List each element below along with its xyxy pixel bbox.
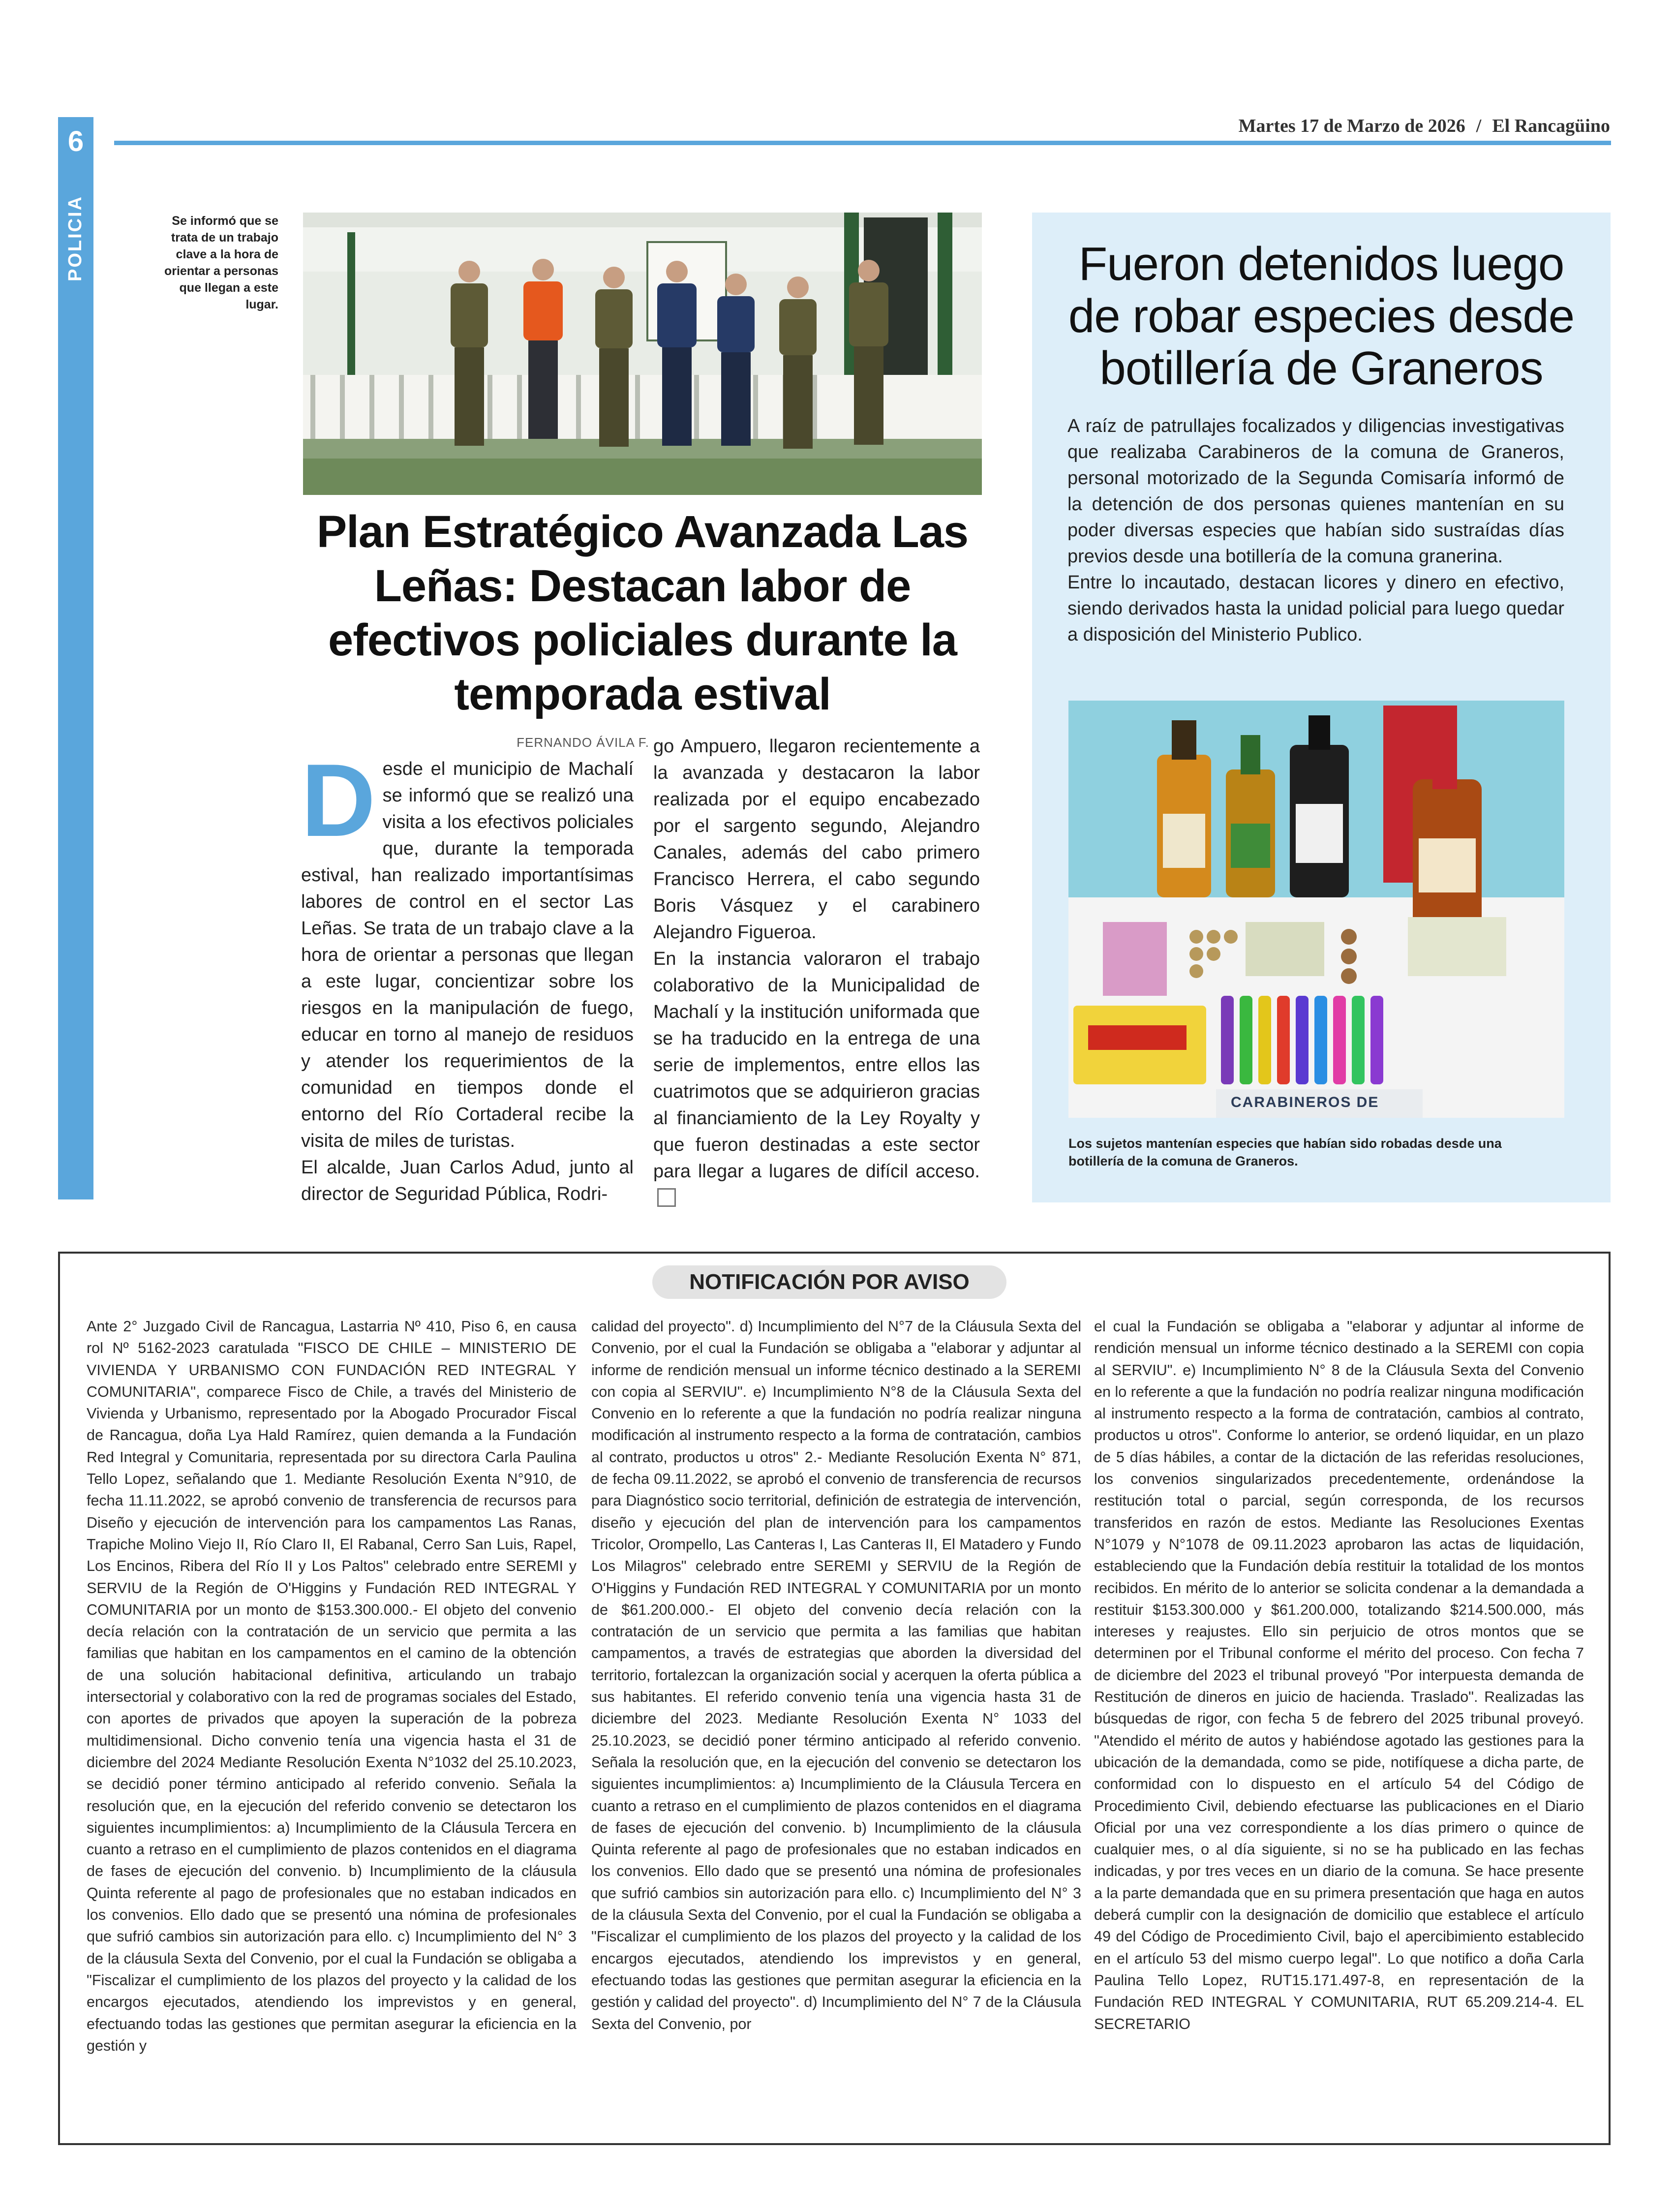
evidence-photo [1068,701,1564,1118]
publication-name: El Rancagüino [1492,116,1610,136]
legal-notice-column-2: calidad del proyecto". d) Incumplimiento del N°7 de la Cláusula Sexta del Convenio, por el cual la Fundación se obligaba a "elaborar y adjuntar al informe de rendición mensual un informe técnico destinado a la SEREMI con copia al SERVIU". e) Incumplimiento N°8 de la Cláusula Sexta del Convenio en lo referente a que la fundación no podría realizar ninguna modificación al instrumento respecto a la forma de contratación, cambios al contrato, productos u otros" 2.- Mediante Resolución Exenta N° 871, de fecha 09.11.2022, se aprobó el convenio de transferencia de recursos para Diagnóstico socio territorial, definición de estrategia de intervención, diseño y ejecución del plan de intervención para los campamentos Tricolor, Orompello, Las Canteras I, Las Canteras II, El Matadero y Fundo Los Milagros" celebrado entre SEREMI y SERVIU de la Región de O'Higgins y Fundación RED INTEGRAL Y COMUNITARIA por un monto de $61.200.000.- El objeto del convenio decía relación con la contratación de un servicio que permita a las familias que habitan campamentos, a través de estrategias que aborden la diversidad del territorio, fortalezcan la organización social y acerquen la oferta pública a sus habitantes. El referido convenio tenía una vigencia hasta 31 de diciembre del 2023. Mediante Resolución Exenta N° 1033 del 25.10.2023, se decidió poner término anticipado al referido convenio. Señala la resolución que, en la ejecución del convenio se detectaron los siguientes incumplimientos: a) Incumplimiento de la Cláusula Tercera en cuanto a retraso en el cumplimiento de plazos contenidos en el diagrama de fases de ejecución del convenio. b) Incumplimiento de la cláusula Quinta referente al pago de profesionales que no estaban indicados en los convenios. Ello dado que se presentó una nómina de profesionales que sufrió cambios sin autorización para ello. c) Incumplimiento del N° 3 de la cláusula Sexta del Convenio, por el cual la Fundación se obligaba a "Fiscalizar el cumplimiento de los plazos del proyecto y la calidad de los encargos ejecutados, atendiendo los imprevistos y en general, efectuando todas las gestiones que permitan asegurar la eficiencia en la gestión y calidad del proyecto". d) Incumplimiento del N° 7 de la Cláusula Sexta del Convenio, por [591,1318,1081,2032]
header-rule [114,141,1611,145]
sidebar-article-body [1067,413,1564,648]
masthead [1239,115,1610,137]
main-article-column-2 [653,733,980,1211]
sidebar-paragraph-2: Entre lo incautado, destacan licores y dinero en efectivo, siendo derivados hasta la unidad policial para luego quedar a disposición del Ministerio Publico. [1067,572,1564,645]
evidence-photo-label: CARABINEROS DE [1231,1094,1379,1110]
legal-notice-title: NOTIFICACIÓN POR AVISO [652,1265,1006,1299]
main-article-paragraph-3: go Ampuero, llegaron recientemente a la avanzada y destacaron la labor realizada por el equipo encabezado por el sargento segundo, Alejandro Canales, además del cabo primero Francisco Herrera, el cabo segundo Boris Vásquez y el carabinero Alejandro Figueroa. [653,736,980,943]
sidebar-paragraph-1: A raíz de patrullajes focalizados y diligencias investigativas que realizaba Carabineros de la comuna de Graneros, personal motorizado de la Segunda Comisaría informó de la detención de dos personas quienes mantenían en su poder diversas especies que habían sido sustraídas días previos desde una botillería de la comuna granerina. [1067,416,1564,567]
officers-photo-illustration [303,213,982,495]
main-article-paragraph-4: En la instancia valoraron el trabajo colaborativo de la Municipalidad de Machalí y la institución uniformada que se ha traducido en la entrega de una serie de implementos, entre ellos las cuatrimotos que se adquirieron gracias al financiamiento de la Ley Royalty y que fueron destinadas a este sector para llegar a lugares de difícil acceso. [653,949,980,1182]
page-number: 6 [67,125,84,157]
sidebar-headline: Fueron detenidos luego de robar especies desde botillería de Graneros [1068,238,1575,395]
legal-notice-column-1: Ante 2° Juzgado Civil de Rancagua, Lastarria Nº 410, Piso 6, en causa rol Nº 5162-2023 caratulada "FISCO DE CHILE – MINISTERIO DE VIVIENDA Y URBANISMO CON FUNDACIÓN RED INTEGRAL Y COMUNITARIA", comparece Fisco de Chile, a través del Ministerio de Vivienda y Urbanismo, representado por la Abogado Procurador Fiscal de Rancagua, doña Lya Hald Ramírez, quien demanda a la Fundación Red Integral y Comunitaria, representada por su directora Carla Paulina Tello Lopez, señalando que 1. Mediante Resolución Exenta N°910, de fecha 11.11.2022, se aprobó convenio de transferencia de recursos para Diseño y ejecución de intervención para los campamentos Las Ranas, Trapiche Molino Viejo II, Río Claro II, El Rabanal, Cerro San Luis, Rapel, Los Encinos, Ribera del Río II y Los Paltos" celebrado entre SEREMI y SERVIU de la Región de O'Higgins y Fundación RED INTEGRAL Y COMUNITARIA por un monto de $153.300.000.- El objeto del convenio decía relación con la contratación de un servicio que permita a las familias que habitan en los campamentos en el camino de la obtención de una solución habitacional definitiva, articulando un trabajo intersectorial y colaborativo con la red de programas sociales del Estado, con aportes de privados que apoyen la superación de la pobreza multidimensional. Dicho convenio tenía una vigencia hasta el 31 de diciembre del 2024 Mediante Resolución Exenta N°1032 del 25.10.2023, se decidió poner término anticipado al referido convenio. Señala la resolución que, en la ejecución del referido convenio se detectaron los siguientes incumplimientos: a) Incumplimiento de la Cláusula Tercera en cuanto a retraso en el cumplimiento de plazos contenidos en el diagrama de fases de ejecución del convenio. b) Incumplimiento de la cláusula Quinta referente al pago de profesionales que no estaban indicados en los convenios. Ello dado que se presentó una nómina de profesionales que sufrió cambios sin autorización para ello. c) Incumplimiento del N° 3 de la cláusula Sexta del Convenio, por el cual la Fundación se obligaba a "Fiscalizar el cumplimiento de los plazos del proyecto y la calidad de los encargos ejecutados, atendiendo los imprevistos y en general, efectuando todas las gestiones que permitan asegurar la eficiencia en la gestión y [87,1318,577,2054]
main-article-paragraph-2: El alcalde, Juan Carlos Adud, junto al director de Seguridad Pública, Rodri- [301,1157,634,1204]
drop-cap: D [301,742,376,858]
legal-notice-column-3: el cual la Fundación se obligaba a "elaborar y adjuntar al informe de rendición mensual un informe técnico destinado a la SEREMI con copia al SERVIU". e) Incumplimiento N° 8 de la Cláusula Sexta del Convenio en lo referente a que la fundación no podría realizar ninguna modificación al instrumento respecto a la forma de contratación, cambios al contrato, productos u otros". Conforme lo anterior, se ordenó liquidar, en un plazo de 5 días hábiles, a contar de la dictación de las referidas resoluciones, los convenios singularizados precedentemente, ordenándose la restitución total o parcial, según corresponda, de los recursos transferidos en razón de estos. Mediante las Resoluciones Exentas N°1079 y N°1078 de 09.11.2023 aprobaron las actas de liquidación, estableciendo que la Fundación debía restituir la totalidad de los montos recibidos. En mérito de lo anterior se solicita condenar a la demandada a restituir $153.300.000 y $61.200.000, totalizando $214.500.000, más intereses y reajustes. Ello sin perjuicio de otros montos que se determinen por el Tribunal conforme el mérito del proceso. Con fecha 7 de diciembre del 2023 el tribunal proveyó "Por interpuesta demanda de Restitución de dineros en juicio de hacienda. Traslado". Realizadas las búsquedas de rigor, con fecha 5 de febrero del 2025 tribunal proveyó. "Atendido el mérito de autos y habiéndose agotado las gestiones para la ubicación de la demandada, como se pide, notifíquese a dicha parte, de conformidad con lo dispuesto en el artículo 54 del Código de Procedimiento Civil, debiendo efectuarse las publicaciones en el Diario Oficial por una vez correspondiente a los días primero o quince de cualquier mes, o al día siguiente, si no se ha publicado en las fechas indicadas, y por tres veces en un diario de la comuna. Se hace presente a la parte demandada que en su primera presentación que haga en autos deberá cumplir con la designación de domicilio que establece el artículo 49 del Código de Procedimiento Civil, bajo el apercibimiento establecido en el artículo 53 del mismo cuerpo legal". Lo que notifico a doña Carla Paulina Tello Lopez, RUT15.171.497-8, en representación de la Fundación RED INTEGRAL Y COMUNITARIA, RUT 65.209.214-4. EL SECRETARIO [1094,1318,1584,2032]
main-photo-caption: Se informó que se trata de un trabajo clave a la hora de orientar a personas que llegan a este lugar. [164,214,278,311]
main-photo [303,213,982,495]
byline: FERNANDO ÁVILA F. [517,735,649,750]
main-article-column-1 [301,742,634,1207]
sidebar-photo-caption: Los sujetos mantenían especies que habían sido robadas desde una botillería de la comuna de Graneros. [1068,1136,1502,1168]
issue-date: Martes 17 de Marzo de 2026 [1238,116,1465,136]
seized-items-illustration [1068,701,1564,1118]
article-end-icon [657,1188,676,1207]
section-label: POLICIA [65,195,86,281]
masthead-separator: / [1476,116,1482,136]
main-headline: Plan Estratégico Avanzada Las Leñas: Destacan labor de efectivos policiales durante la temporada estival [316,507,969,719]
main-article-paragraph-1: esde el municipio de Machalí se informó que se realizó una visita a los efectivos policiales que, durante la temporada estival, han realizado importantísimas labores de control en el sector Las Leñas. Se trata de un trabajo clave a la hora de orientar a personas que llegan a este lugar, concientizar sobre los riesgos en la manipulación de fuego, educar en torno al manejo de residuos y atender los requerimientos de la comunidad en tiempos donde el entorno del Río Cortaderal recibe la visita de miles de turistas. [301,759,634,1151]
